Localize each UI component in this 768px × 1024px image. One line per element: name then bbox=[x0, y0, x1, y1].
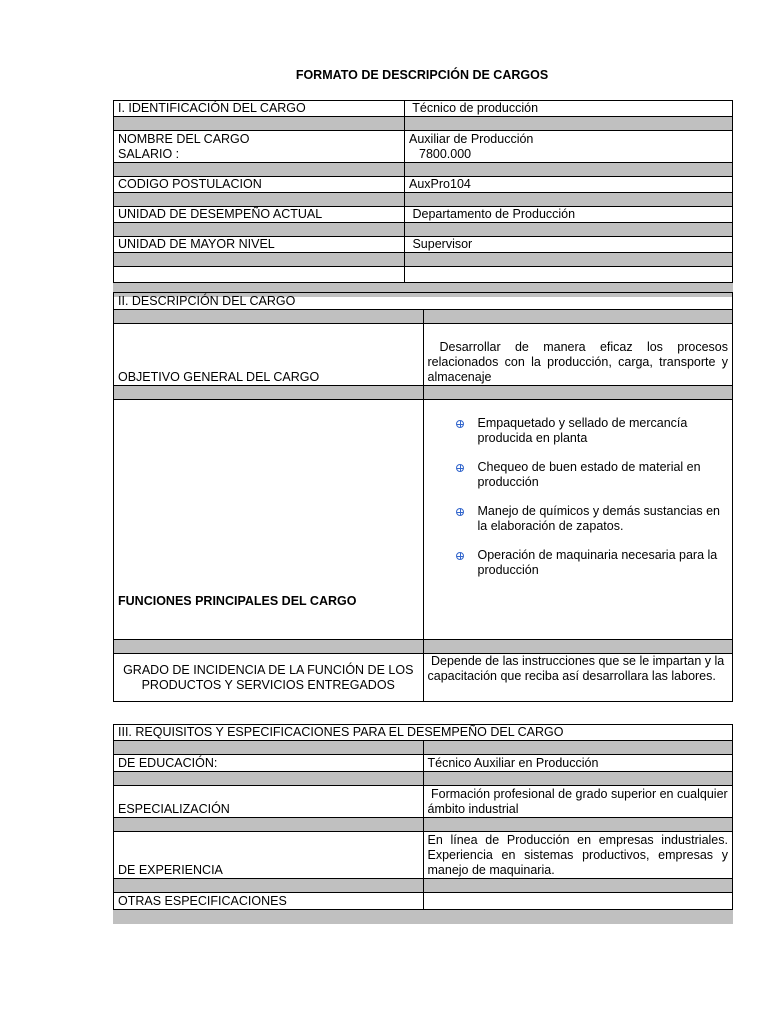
salario-value: 7800.000 bbox=[419, 147, 472, 161]
mayor-label: UNIDAD DE MAYOR NIVEL bbox=[114, 237, 405, 253]
mayor-value: Supervisor bbox=[405, 237, 733, 253]
section-requisitos bbox=[113, 724, 733, 924]
section3-header-label: III. REQUISITOS Y ESPECIFICACIONES PARA EL DESEMPEÑO DEL CARGO bbox=[114, 725, 733, 741]
nombre-salario-value-cell bbox=[405, 131, 733, 163]
funcion-item: Manejo de químicos y demás sustancias en la elaboración de zapatos. bbox=[456, 504, 729, 534]
section2-header-label: II. DESCRIPCIÓN DEL CARGO bbox=[114, 293, 733, 310]
educacion-value: Técnico Auxiliar en Producción bbox=[423, 755, 733, 772]
otras-value bbox=[423, 893, 733, 910]
salario-label: SALARIO : bbox=[118, 147, 180, 161]
experiencia-value: En línea de Producción en empresas industriales. Experiencia en sistemas productivos, empresas y manejo de maquinaria. bbox=[423, 832, 733, 879]
document-title: FORMATO DE DESCRIPCIÓN DE CARGOS bbox=[295, 68, 549, 82]
bullet-icon bbox=[456, 552, 464, 560]
funciones-list-cell bbox=[423, 400, 733, 640]
otras-label: OTRAS ESPECIFICACIONES bbox=[114, 893, 424, 910]
unidad-value: Departamento de Producción bbox=[405, 207, 733, 223]
nombre-salario-label-cell bbox=[114, 131, 405, 163]
unidad-label: UNIDAD DE DESEMPEÑO ACTUAL bbox=[114, 207, 405, 223]
funcion-item: Empaquetado y sellado de mercancía producida en planta bbox=[456, 416, 729, 446]
funcion-item: Operación de maquinaria necesaria para la producción bbox=[456, 548, 729, 578]
nombre-label: NOMBRE DEL CARGO bbox=[118, 132, 250, 146]
codigo-value: AuxPro104 bbox=[405, 177, 733, 193]
grado-label: GRADO DE INCIDENCIA DE LA FUNCIÓN DE LOS PRODUCTOS Y SERVICIOS ENTREGADOS bbox=[114, 654, 424, 702]
nombre-value: Auxiliar de Producción bbox=[409, 132, 534, 146]
funciones-label: FUNCIONES PRINCIPALES DEL CARGO bbox=[114, 400, 424, 640]
funcion-item: Chequeo de buen estado de material en producción bbox=[456, 460, 729, 490]
educacion-label: DE EDUCACIÓN: bbox=[114, 755, 424, 772]
section-descripcion bbox=[113, 292, 733, 702]
objetivo-label: OBJETIVO GENERAL DEL CARGO bbox=[114, 324, 424, 386]
section1-header-label: I. IDENTIFICACIÓN DEL CARGO bbox=[114, 101, 405, 117]
experiencia-label: DE EXPERIENCIA bbox=[114, 832, 424, 879]
especializacion-label: ESPECIALIZACIÓN bbox=[114, 786, 424, 818]
especializacion-value: Formación profesional de grado superior en cualquier ámbito industrial bbox=[423, 786, 733, 818]
funciones-list bbox=[428, 416, 729, 578]
objetivo-value: Desarrollar de manera eficaz los procesos relacionados con la producción, carga, transporte y almacenaje bbox=[423, 324, 733, 386]
bullet-icon bbox=[456, 508, 464, 516]
bullet-icon bbox=[456, 420, 464, 428]
section3-footer-bar bbox=[113, 910, 733, 924]
grado-value: Depende de las instrucciones que se le impartan y la capacitación que reciba así desarrollara las labores. bbox=[423, 654, 733, 702]
bullet-icon bbox=[456, 464, 464, 472]
section-identificacion bbox=[113, 100, 733, 297]
codigo-label: CODIGO POSTULACION bbox=[114, 177, 405, 193]
section1-header-value: Técnico de producción bbox=[405, 101, 733, 117]
